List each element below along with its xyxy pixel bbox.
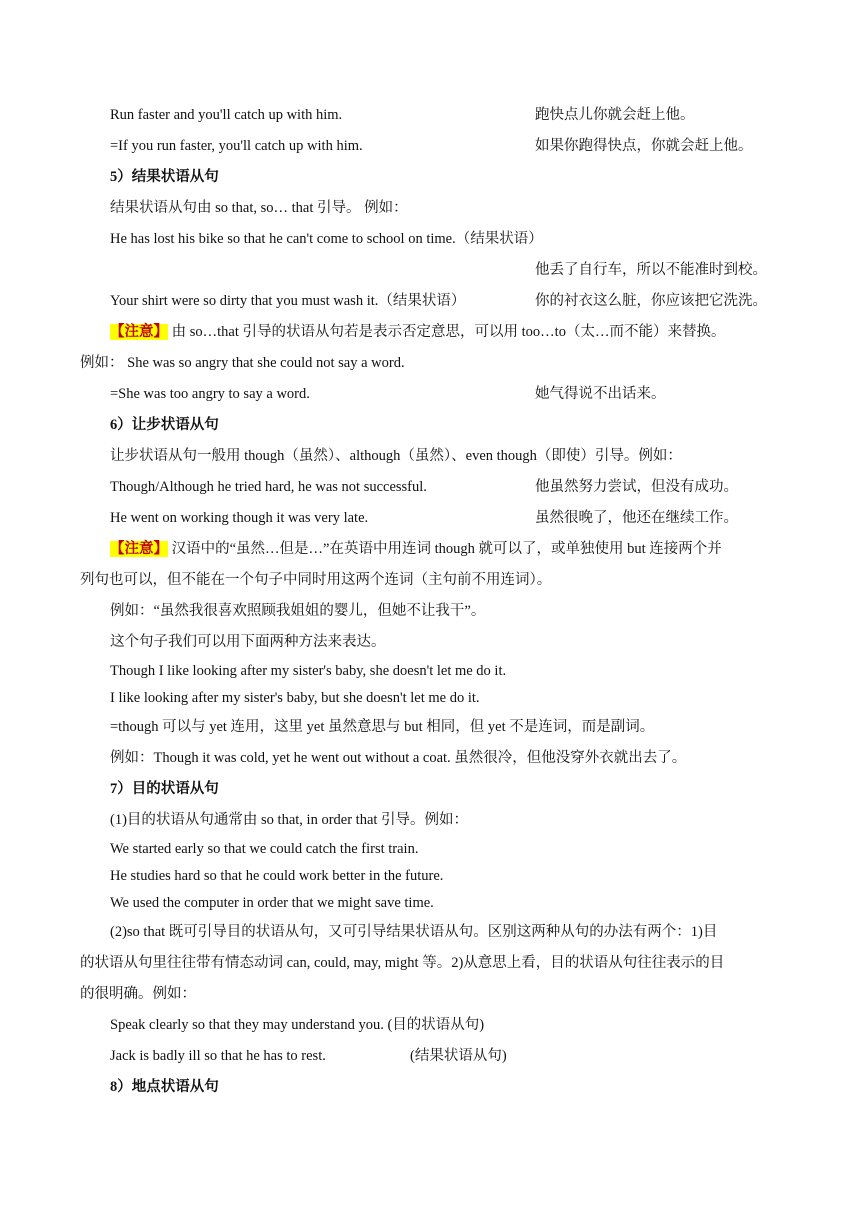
note-text: 由 so…that 引导的状语从句若是表示否定意思，可以用 too…to（太…而不能）来替换。 xyxy=(168,324,726,340)
section-heading-5: 5）结果状语从句 xyxy=(110,169,219,185)
translation-line: 跑快点儿你就会赶上他。 xyxy=(535,107,695,123)
text-line: We started early so that we could catch the first train. xyxy=(110,841,419,857)
text-line-annotation: (结果状语从句) xyxy=(410,1048,507,1064)
section-heading-6: 6）让步状语从句 xyxy=(110,417,219,433)
note-line xyxy=(110,323,725,341)
text-line: 结果状语从句由 so that, so… that 引导。 例如： xyxy=(110,200,408,216)
text-line: I like looking after my sister's baby, but she doesn't let me do it. xyxy=(110,690,480,706)
text-line: (1)目的状语从句通常由 so that, in order that 引导。例如： xyxy=(110,812,469,828)
translation-line: 他虽然努力尝试，但没有成功。 xyxy=(535,479,738,495)
text-line: 的状语从句里往往带有情态动词 can, could, may, might 等。2)从意思上看，目的状语从句往往表示的目 xyxy=(80,955,725,971)
translation-line: 他丢了自行车，所以不能准时到校。 xyxy=(535,262,767,278)
note-line xyxy=(110,540,722,558)
text-line: Jack is badly ill so that he has to rest. xyxy=(110,1048,326,1064)
text-line: 让步状语从句一般用 though（虽然）、although（虽然）、even though（即使）引导。例如： xyxy=(110,448,682,464)
section-heading-8: 8）地点状语从句 xyxy=(110,1079,219,1095)
text-line: Speak clearly so that they may understand you. (目的状语从句) xyxy=(110,1017,485,1033)
translation-line: 如果你跑得快点，你就会赶上他。 xyxy=(535,138,753,154)
text-line: He studies hard so that he could work better in the future. xyxy=(110,868,444,884)
text-line: (2)so that 既可引导目的状语从句，又可引导结果状语从句。区别这两种从句的办法有两个：1)目 xyxy=(110,924,718,940)
note-text: 汉语中的“虽然…但是…”在英语中用连词 though 就可以了，或单独使用 but 连接两个并 xyxy=(168,541,722,557)
translation-line: 虽然很晚了，他还在继续工作。 xyxy=(535,510,738,526)
text-line: He went on working though it was very late. xyxy=(110,510,369,526)
text-line: 例如：Though it was cold, yet he went out without a coat. 虽然很冷，但他没穿外衣就出去了。 xyxy=(110,750,687,766)
text-line: Though I like looking after my sister's baby, she doesn't let me do it. xyxy=(110,663,507,679)
text-line: =She was too angry to say a word. xyxy=(110,386,310,402)
note-label: 【注意】 xyxy=(110,324,168,340)
text-line: 的很明确。例如： xyxy=(80,986,196,1002)
translation-line: 她气得说不出话来。 xyxy=(535,386,666,402)
text-line: 这个句子我们可以用下面两种方法来表达。 xyxy=(110,634,386,650)
text-line: 例如： She was so angry that she could not say a word. xyxy=(80,355,405,371)
translation-line: 你的衬衣这么脏，你应该把它洗洗。 xyxy=(535,293,767,309)
text-line: 列句也可以，但不能在一个句子中同时用这两个连词（主句前不用连词）。 xyxy=(80,572,552,588)
text-line: Though/Although he tried hard, he was not successful. xyxy=(110,479,427,495)
section-heading-7: 7）目的状语从句 xyxy=(110,781,219,797)
text-line: We used the computer in order that we might save time. xyxy=(110,895,434,911)
text-line: =If you run faster, you'll catch up with him. xyxy=(110,138,363,154)
text-line: He has lost his bike so that he can't come to school on time.（结果状语） xyxy=(110,231,543,247)
note-label: 【注意】 xyxy=(110,541,168,557)
text-line: 例如：“虽然我很喜欢照顾我姐姐的婴儿，但她不让我干”。 xyxy=(110,603,486,619)
text-line: Run faster and you'll catch up with him. xyxy=(110,107,343,123)
text-line: =though 可以与 yet 连用，这里 yet 虽然意思与 but 相同，但 yet 不是连词，而是副词。 xyxy=(110,719,655,735)
text-line: Your shirt were so dirty that you must wash it.（结果状语） xyxy=(110,293,466,309)
